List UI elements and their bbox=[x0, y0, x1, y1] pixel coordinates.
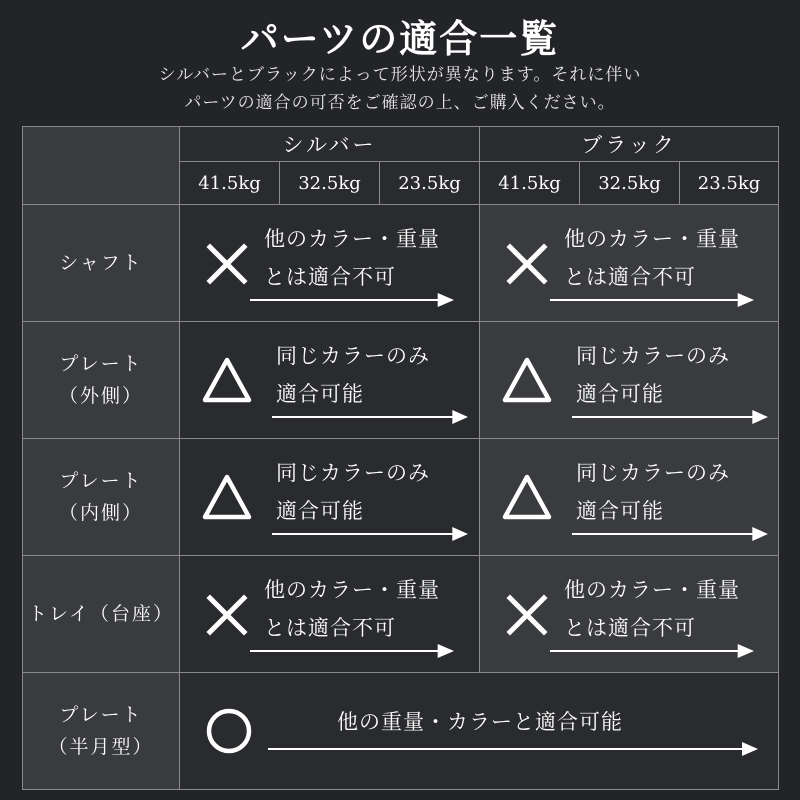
arrow-right-icon bbox=[572, 527, 768, 541]
cell-text-line-1: 他の重量・カラーと適合可能 bbox=[337, 710, 623, 734]
row-label bbox=[23, 673, 180, 790]
row-label bbox=[23, 205, 180, 322]
cell-text-line-2: 適合可能 bbox=[576, 382, 664, 406]
weight-header: 23.5kg bbox=[680, 162, 779, 205]
cross-icon bbox=[202, 590, 252, 640]
table-row bbox=[23, 556, 779, 673]
table-row bbox=[23, 673, 779, 790]
cell-text-line-2: 適合可能 bbox=[576, 499, 664, 523]
arrow-right-icon bbox=[550, 644, 754, 658]
cell-text-line-1: 他のカラー・重量 bbox=[564, 578, 740, 602]
cell-text-line-2: とは適合不可 bbox=[564, 616, 696, 640]
cell-text-line-1: 他のカラー・重量 bbox=[264, 578, 440, 602]
subtitle-line-2: パーツの適合の可否をご確認の上、ご購入ください。 bbox=[184, 93, 616, 113]
cell-text-line-2: とは適合不可 bbox=[264, 616, 396, 640]
table-row bbox=[23, 205, 779, 322]
silver-cell bbox=[180, 556, 480, 673]
weight-header: 32.5kg bbox=[580, 162, 680, 205]
triangle-icon bbox=[202, 356, 252, 406]
page-title: パーツの適合一覧 bbox=[240, 16, 560, 61]
weight-header: 41.5kg bbox=[180, 162, 280, 205]
cell-text-line-2: 適合可能 bbox=[276, 499, 364, 523]
row-label bbox=[23, 322, 180, 439]
weight-header: 41.5kg bbox=[480, 162, 580, 205]
row-label-line: （内側） bbox=[58, 502, 143, 524]
cell-text-line-1: 他のカラー・重量 bbox=[564, 227, 740, 251]
arrow-right-icon bbox=[250, 293, 454, 307]
weight-header: 23.5kg bbox=[380, 162, 480, 205]
row-label bbox=[23, 439, 180, 556]
black-cell bbox=[480, 205, 779, 322]
cell-text-line-2: 適合可能 bbox=[276, 382, 364, 406]
triangle-icon bbox=[502, 356, 552, 406]
group-header-silver: シルバー bbox=[180, 127, 480, 162]
black-cell bbox=[480, 322, 779, 439]
table-row bbox=[23, 439, 779, 556]
cell-text-line-2: とは適合不可 bbox=[564, 265, 696, 289]
triangle-icon bbox=[502, 473, 552, 523]
group-header-black: ブラック bbox=[480, 127, 779, 162]
arrow-right-icon bbox=[250, 644, 454, 658]
row-label-line: プレート bbox=[59, 470, 143, 492]
all-compatible-cell bbox=[180, 673, 779, 790]
arrow-right-icon bbox=[268, 742, 758, 756]
silver-cell bbox=[180, 205, 480, 322]
cell-text-line-1: 同じカラーのみ bbox=[576, 461, 730, 485]
cell-text-line-1: 同じカラーのみ bbox=[276, 344, 430, 368]
row-label-line: （半月型） bbox=[48, 736, 154, 758]
arrow-right-icon bbox=[272, 527, 468, 541]
arrow-right-icon bbox=[572, 410, 768, 424]
arrow-right-icon bbox=[550, 293, 754, 307]
row-label-line: （外側） bbox=[58, 385, 143, 407]
triangle-icon bbox=[202, 473, 252, 523]
table-row bbox=[23, 322, 779, 439]
cell-text-line-1: 同じカラーのみ bbox=[276, 461, 430, 485]
cell-text-line-2: とは適合不可 bbox=[264, 265, 396, 289]
arrow-right-icon bbox=[272, 410, 468, 424]
black-cell bbox=[480, 439, 779, 556]
subtitle-line-1: シルバーとブラックによって形状が異なります。それに伴い bbox=[158, 65, 642, 85]
table-corner bbox=[23, 127, 180, 205]
row-label-line: トレイ（台座） bbox=[27, 603, 175, 625]
cross-icon bbox=[202, 239, 252, 289]
row-label-line: プレート bbox=[59, 353, 143, 375]
cell-text-line-1: 他のカラー・重量 bbox=[264, 227, 440, 251]
cross-icon bbox=[502, 590, 552, 640]
silver-cell bbox=[180, 439, 480, 556]
weight-header: 32.5kg bbox=[280, 162, 380, 205]
compatibility-table bbox=[22, 126, 779, 790]
black-cell bbox=[480, 556, 779, 673]
row-label-line: プレート bbox=[59, 704, 143, 726]
cell-text-line-1: 同じカラーのみ bbox=[576, 344, 730, 368]
row-label-line: シャフト bbox=[59, 252, 143, 274]
silver-cell bbox=[180, 322, 480, 439]
cross-icon bbox=[502, 239, 552, 289]
row-label bbox=[23, 556, 180, 673]
